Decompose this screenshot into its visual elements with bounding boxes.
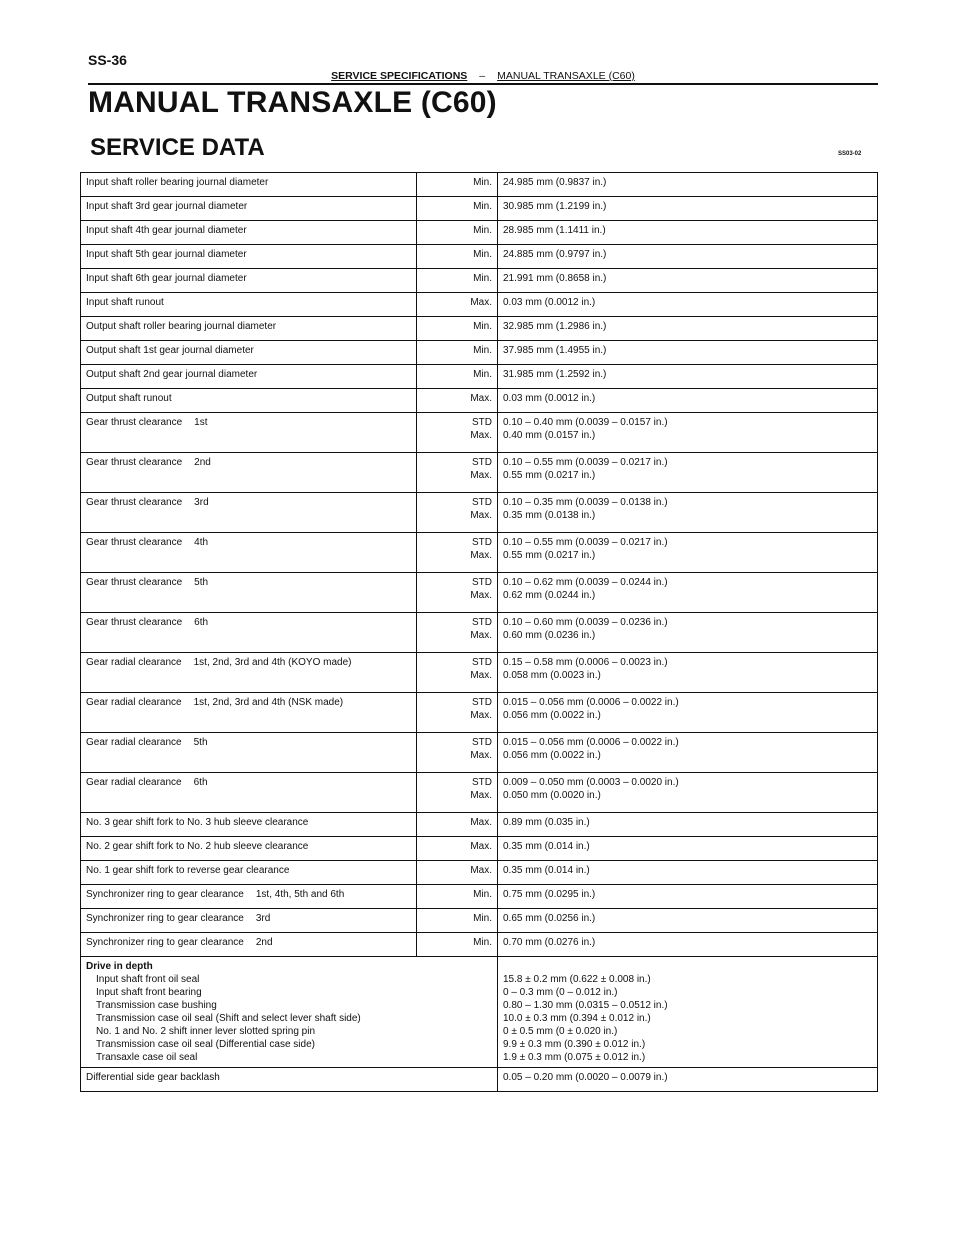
spec-item-cell: [81, 317, 417, 341]
spec-value-cell: [498, 197, 878, 221]
spec-condition-cell: [417, 413, 498, 453]
table-row: [81, 365, 878, 389]
spec-value: 32.985 mm (1.2986 in.): [503, 321, 607, 332]
table-row: [81, 245, 878, 269]
spec-item-qualifier: 1st, 2nd, 3rd and 4th (NSK made): [193, 697, 344, 708]
spec-condition: Max.: [470, 630, 492, 641]
spec-item-cell: [81, 389, 417, 413]
spec-condition-cell: [417, 933, 498, 957]
spec-value: 21.991 mm (0.8658 in.): [503, 273, 607, 284]
spec-value-cell: [498, 653, 878, 693]
spec-item: Output shaft 1st gear journal diameter: [86, 345, 254, 356]
spec-value: 0.89 mm (0.035 in.): [503, 817, 590, 828]
spec-item: Output shaft runout: [86, 393, 172, 404]
spec-value: 0.015 – 0.056 mm (0.0006 – 0.0022 in.): [503, 737, 679, 748]
table-row: [81, 1068, 878, 1092]
drive-item: Input shaft front oil seal: [96, 974, 200, 985]
table-row: [81, 653, 878, 693]
spec-value-cell: [498, 1068, 878, 1092]
spec-value: 0.15 – 0.58 mm (0.0006 – 0.0023 in.): [503, 657, 668, 668]
table-row: [81, 173, 878, 197]
spec-item: Gear thrust clearance: [86, 457, 183, 468]
spec-condition: Min.: [473, 889, 492, 900]
spec-value: 0.10 – 0.35 mm (0.0039 – 0.0138 in.): [503, 497, 668, 508]
spec-item: Synchronizer ring to gear clearance: [86, 937, 244, 948]
spec-value: 0.015 – 0.056 mm (0.0006 – 0.0022 in.): [503, 697, 679, 708]
spec-item-cell: [81, 293, 417, 317]
spec-item-qualifier: 1st, 4th, 5th and 6th: [255, 889, 345, 900]
spec-item: Synchronizer ring to gear clearance: [86, 889, 244, 900]
spec-condition-cell: [417, 197, 498, 221]
spec-item: Gear radial clearance: [86, 697, 182, 708]
table-row: [81, 389, 878, 413]
spec-value: 37.985 mm (1.4955 in.): [503, 345, 607, 356]
page-number: SS-36: [88, 52, 127, 68]
spec-value-cell: [498, 813, 878, 837]
spec-value-cell: [498, 341, 878, 365]
spec-value: 0.009 – 0.050 mm (0.0003 – 0.0020 in.): [503, 777, 679, 788]
spec-condition: STD: [472, 657, 492, 668]
spec-value: 24.885 mm (0.9797 in.): [503, 249, 607, 260]
spec-value-cell: [498, 493, 878, 533]
spec-condition: STD: [472, 457, 492, 468]
spec-condition-cell: [417, 221, 498, 245]
spec-condition-cell: [417, 861, 498, 885]
spec-item-qualifier: 3rd: [194, 497, 209, 508]
service-data-body: [81, 173, 878, 1092]
spec-condition-cell: [417, 269, 498, 293]
spec-value-cell: [498, 861, 878, 885]
spec-condition: Max.: [470, 817, 492, 828]
spec-value-cell: [498, 389, 878, 413]
spec-value-cell: [498, 533, 878, 573]
table-row: [81, 933, 878, 957]
spec-value: 0.03 mm (0.0012 in.): [503, 393, 596, 404]
spec-item-qualifier: 1st: [194, 417, 208, 428]
spec-condition-cell: [417, 733, 498, 773]
spec-value: 0.35 mm (0.014 in.): [503, 841, 590, 852]
spec-value: 0.10 – 0.60 mm (0.0039 – 0.0236 in.): [503, 617, 668, 628]
spec-item-qualifier: 2nd: [255, 937, 273, 948]
spec-condition: STD: [472, 577, 492, 588]
spec-value: 0.10 – 0.55 mm (0.0039 – 0.0217 in.): [503, 537, 668, 548]
spec-item-cell: [81, 933, 417, 957]
drive-item: Input shaft front bearing: [96, 987, 202, 998]
drive-value: 0 – 0.3 mm (0 – 0.012 in.): [503, 987, 618, 998]
spec-item-cell: [81, 1068, 498, 1092]
spec-condition: STD: [472, 777, 492, 788]
spec-condition: STD: [472, 697, 492, 708]
spec-item-qualifier: 3rd: [255, 913, 271, 924]
spec-condition-cell: [417, 293, 498, 317]
spec-condition: Max.: [470, 510, 492, 521]
spec-condition-cell: [417, 693, 498, 733]
spec-condition: Max.: [470, 710, 492, 721]
spec-item-cell: [81, 173, 417, 197]
spec-condition: Max.: [470, 590, 492, 601]
spec-condition-cell: [417, 573, 498, 613]
spec-item: Gear thrust clearance: [86, 577, 183, 588]
table-row: [81, 773, 878, 813]
drive-item: No. 1 and No. 2 shift inner lever slotted spring pin: [96, 1026, 316, 1037]
drive-values-cell: [498, 957, 878, 1068]
spec-condition: Min.: [473, 273, 492, 284]
spec-item-cell: [81, 533, 417, 573]
spec-value: 0.35 mm (0.0138 in.): [503, 510, 596, 521]
spec-item-qualifier: 1st, 2nd, 3rd and 4th (KOYO made): [193, 657, 352, 668]
spec-item-cell: [81, 885, 417, 909]
header-section: SERVICE SPECIFICATIONS: [331, 70, 468, 82]
spec-value: 0.03 mm (0.0012 in.): [503, 297, 596, 308]
spec-item-cell: [81, 341, 417, 365]
spec-value: 0.10 – 0.40 mm (0.0039 – 0.0157 in.): [503, 417, 668, 428]
spec-value-cell: [498, 933, 878, 957]
table-row: [81, 909, 878, 933]
spec-item: Input shaft 5th gear journal diameter: [86, 249, 247, 260]
spec-item-cell: [81, 365, 417, 389]
spec-value-cell: [498, 245, 878, 269]
drive-item: Transmission case oil seal (Differential case side): [96, 1039, 315, 1050]
spec-condition-cell: [417, 885, 498, 909]
drive-item: Transaxle case oil seal: [96, 1052, 198, 1063]
table-row: [81, 573, 878, 613]
spec-value: 0.65 mm (0.0256 in.): [503, 913, 596, 924]
spec-value-cell: [498, 365, 878, 389]
spec-condition-cell: [417, 813, 498, 837]
spec-item: Gear thrust clearance: [86, 537, 183, 548]
spec-item: Synchronizer ring to gear clearance: [86, 913, 244, 924]
spec-condition-cell: [417, 909, 498, 933]
spec-condition: Min.: [473, 937, 492, 948]
spec-value-cell: [498, 733, 878, 773]
spec-item-cell: [81, 837, 417, 861]
spec-item: Gear thrust clearance: [86, 497, 183, 508]
spec-item-cell: [81, 573, 417, 613]
spec-item-cell: [81, 909, 417, 933]
spec-value: 0.050 mm (0.0020 in.): [503, 790, 601, 801]
table-row: [81, 533, 878, 573]
spec-item-qualifier: 6th: [193, 777, 208, 788]
table-row: [81, 613, 878, 653]
spec-value: 0.75 mm (0.0295 in.): [503, 889, 596, 900]
spec-item-cell: [81, 613, 417, 653]
spec-condition-cell: [417, 453, 498, 493]
spec-item: Gear radial clearance: [86, 657, 182, 668]
spec-value-cell: [498, 837, 878, 861]
spec-condition: Min.: [473, 345, 492, 356]
spec-condition: Min.: [473, 201, 492, 212]
spec-value-cell: [498, 885, 878, 909]
spec-value: 31.985 mm (1.2592 in.): [503, 369, 607, 380]
spec-condition-cell: [417, 173, 498, 197]
table-row: [81, 221, 878, 245]
table-row: [81, 341, 878, 365]
spec-condition-cell: [417, 533, 498, 573]
table-row: [81, 733, 878, 773]
table-row: [81, 693, 878, 733]
table-row: [81, 293, 878, 317]
spec-item: No. 1 gear shift fork to reverse gear clearance: [86, 865, 290, 876]
spec-condition-cell: [417, 365, 498, 389]
spec-value: 0.62 mm (0.0244 in.): [503, 590, 596, 601]
spec-condition: STD: [472, 497, 492, 508]
table-row: [81, 885, 878, 909]
table-row-drive-in-depth: [81, 957, 878, 1068]
table-row: [81, 453, 878, 493]
spec-item-cell: [81, 693, 417, 733]
spec-condition: Max.: [470, 670, 492, 681]
spec-item-cell: [81, 269, 417, 293]
spec-condition-cell: [417, 493, 498, 533]
spec-value-cell: [498, 453, 878, 493]
drive-items-cell: [81, 957, 498, 1068]
table-row: [81, 493, 878, 533]
spec-condition-cell: [417, 245, 498, 269]
spec-value-cell: [498, 693, 878, 733]
spec-item: Differential side gear backlash: [86, 1072, 220, 1083]
table-row: [81, 813, 878, 837]
spec-item: Gear thrust clearance: [86, 417, 183, 428]
spec-item: Output shaft roller bearing journal diameter: [86, 321, 277, 332]
drive-value: 1.9 ± 0.3 mm (0.075 ± 0.012 in.): [503, 1052, 646, 1063]
spec-value: 0.10 – 0.62 mm (0.0039 – 0.0244 in.): [503, 577, 668, 588]
running-header: [88, 70, 878, 85]
spec-condition-cell: [417, 837, 498, 861]
spec-value-cell: [498, 573, 878, 613]
spec-value-cell: [498, 221, 878, 245]
spec-value: 0.60 mm (0.0236 in.): [503, 630, 596, 641]
spec-item: Input shaft 4th gear journal diameter: [86, 225, 247, 236]
spec-condition: Max.: [470, 865, 492, 876]
spec-item: Gear radial clearance: [86, 777, 182, 788]
spec-item-cell: [81, 861, 417, 885]
spec-value-cell: [498, 413, 878, 453]
spec-item: Input shaft runout: [86, 297, 164, 308]
spec-item: No. 2 gear shift fork to No. 2 hub sleeve clearance: [86, 841, 309, 852]
spec-value: 28.985 mm (1.1411 in.): [503, 225, 606, 236]
spec-value: 0.40 mm (0.0157 in.): [503, 430, 596, 441]
spec-item-cell: [81, 413, 417, 453]
spec-condition: Max.: [470, 790, 492, 801]
spec-item-qualifier: 5th: [194, 577, 209, 588]
spec-item-cell: [81, 221, 417, 245]
spec-item-cell: [81, 733, 417, 773]
spec-item-qualifier: 6th: [194, 617, 209, 628]
spec-condition: Min.: [473, 225, 492, 236]
spec-item-qualifier: 5th: [193, 737, 208, 748]
table-row: [81, 837, 878, 861]
spec-value: 0.058 mm (0.0023 in.): [503, 670, 601, 681]
table-row: [81, 861, 878, 885]
spec-condition-cell: [417, 613, 498, 653]
spec-condition: Max.: [470, 841, 492, 852]
spec-value: 0.70 mm (0.0276 in.): [503, 937, 596, 948]
spec-item: Output shaft 2nd gear journal diameter: [86, 369, 258, 380]
spec-item-qualifier: 4th: [194, 537, 209, 548]
spec-condition: Max.: [470, 393, 492, 404]
spec-item: Input shaft 3rd gear journal diameter: [86, 201, 248, 212]
spec-value: 0.056 mm (0.0022 in.): [503, 710, 601, 721]
drive-value: 15.8 ± 0.2 mm (0.622 ± 0.008 in.): [503, 974, 651, 985]
spec-item: No. 3 gear shift fork to No. 3 hub sleeve clearance: [86, 817, 309, 828]
spec-value: 0.35 mm (0.014 in.): [503, 865, 590, 876]
drive-item: Transmission case bushing: [96, 1000, 217, 1011]
document-code: SS03-02: [838, 151, 862, 157]
spec-item: Input shaft 6th gear journal diameter: [86, 273, 247, 284]
spec-condition: Min.: [473, 913, 492, 924]
drive-value: 10.0 ± 0.3 mm (0.394 ± 0.012 in.): [503, 1013, 651, 1024]
spec-condition-cell: [417, 773, 498, 813]
section-title: SERVICE DATA: [90, 134, 265, 161]
drive-value: 0.80 – 1.30 mm (0.0315 – 0.0512 in.): [503, 1000, 668, 1011]
spec-item-cell: [81, 773, 417, 813]
spec-condition: Max.: [470, 297, 492, 308]
spec-item: Gear thrust clearance: [86, 617, 183, 628]
spec-item-cell: [81, 653, 417, 693]
spec-value-cell: [498, 773, 878, 813]
spec-condition: Min.: [473, 249, 492, 260]
drive-heading: Drive in depth: [86, 961, 153, 972]
table-row: [81, 197, 878, 221]
table-row: [81, 317, 878, 341]
drive-value: 0 ± 0.5 mm (0 ± 0.020 in.): [503, 1026, 618, 1037]
page-title: MANUAL TRANSAXLE (C60): [88, 86, 497, 119]
spec-item-cell: [81, 493, 417, 533]
spec-item: Gear radial clearance: [86, 737, 182, 748]
spec-condition: Max.: [470, 550, 492, 561]
spec-condition: STD: [472, 737, 492, 748]
spec-item-cell: [81, 197, 417, 221]
spec-condition: Min.: [473, 321, 492, 332]
spec-condition: Max.: [470, 430, 492, 441]
spec-condition: STD: [472, 417, 492, 428]
spec-item-qualifier: 2nd: [194, 457, 211, 468]
drive-item: Transmission case oil seal (Shift and select lever shaft side): [96, 1013, 361, 1024]
spec-condition: Min.: [473, 177, 492, 188]
spec-value: 0.55 mm (0.0217 in.): [503, 470, 596, 481]
spec-value: 0.05 – 0.20 mm (0.0020 – 0.0079 in.): [503, 1072, 668, 1083]
spec-value: 30.985 mm (1.2199 in.): [503, 201, 607, 212]
spec-condition: Max.: [470, 470, 492, 481]
spec-condition: Max.: [470, 750, 492, 761]
spec-condition-cell: [417, 653, 498, 693]
spec-item-cell: [81, 453, 417, 493]
spec-condition: STD: [472, 537, 492, 548]
spec-condition: STD: [472, 617, 492, 628]
header-subsection: MANUAL TRANSAXLE (C60): [497, 70, 635, 82]
spec-value: 0.056 mm (0.0022 in.): [503, 750, 601, 761]
spec-condition: Min.: [473, 369, 492, 380]
spec-value-cell: [498, 173, 878, 197]
spec-value-cell: [498, 269, 878, 293]
spec-value-cell: [498, 293, 878, 317]
spec-value-cell: [498, 613, 878, 653]
spec-condition-cell: [417, 317, 498, 341]
table-row: [81, 269, 878, 293]
spec-condition-cell: [417, 341, 498, 365]
spec-item-cell: [81, 813, 417, 837]
spec-value: 0.55 mm (0.0217 in.): [503, 550, 596, 561]
spec-value: 24.985 mm (0.9837 in.): [503, 177, 607, 188]
header-dash: –: [479, 70, 486, 82]
spec-item-cell: [81, 245, 417, 269]
spec-value: 0.10 – 0.55 mm (0.0039 – 0.0217 in.): [503, 457, 668, 468]
drive-value: 9.9 ± 0.3 mm (0.390 ± 0.012 in.): [503, 1039, 646, 1050]
spec-value-cell: [498, 909, 878, 933]
drive-spacer: [503, 960, 872, 973]
spec-item: Input shaft roller bearing journal diameter: [86, 177, 269, 188]
service-data-table: [80, 172, 878, 1092]
table-row: [81, 413, 878, 453]
spec-value-cell: [498, 317, 878, 341]
spec-condition-cell: [417, 389, 498, 413]
